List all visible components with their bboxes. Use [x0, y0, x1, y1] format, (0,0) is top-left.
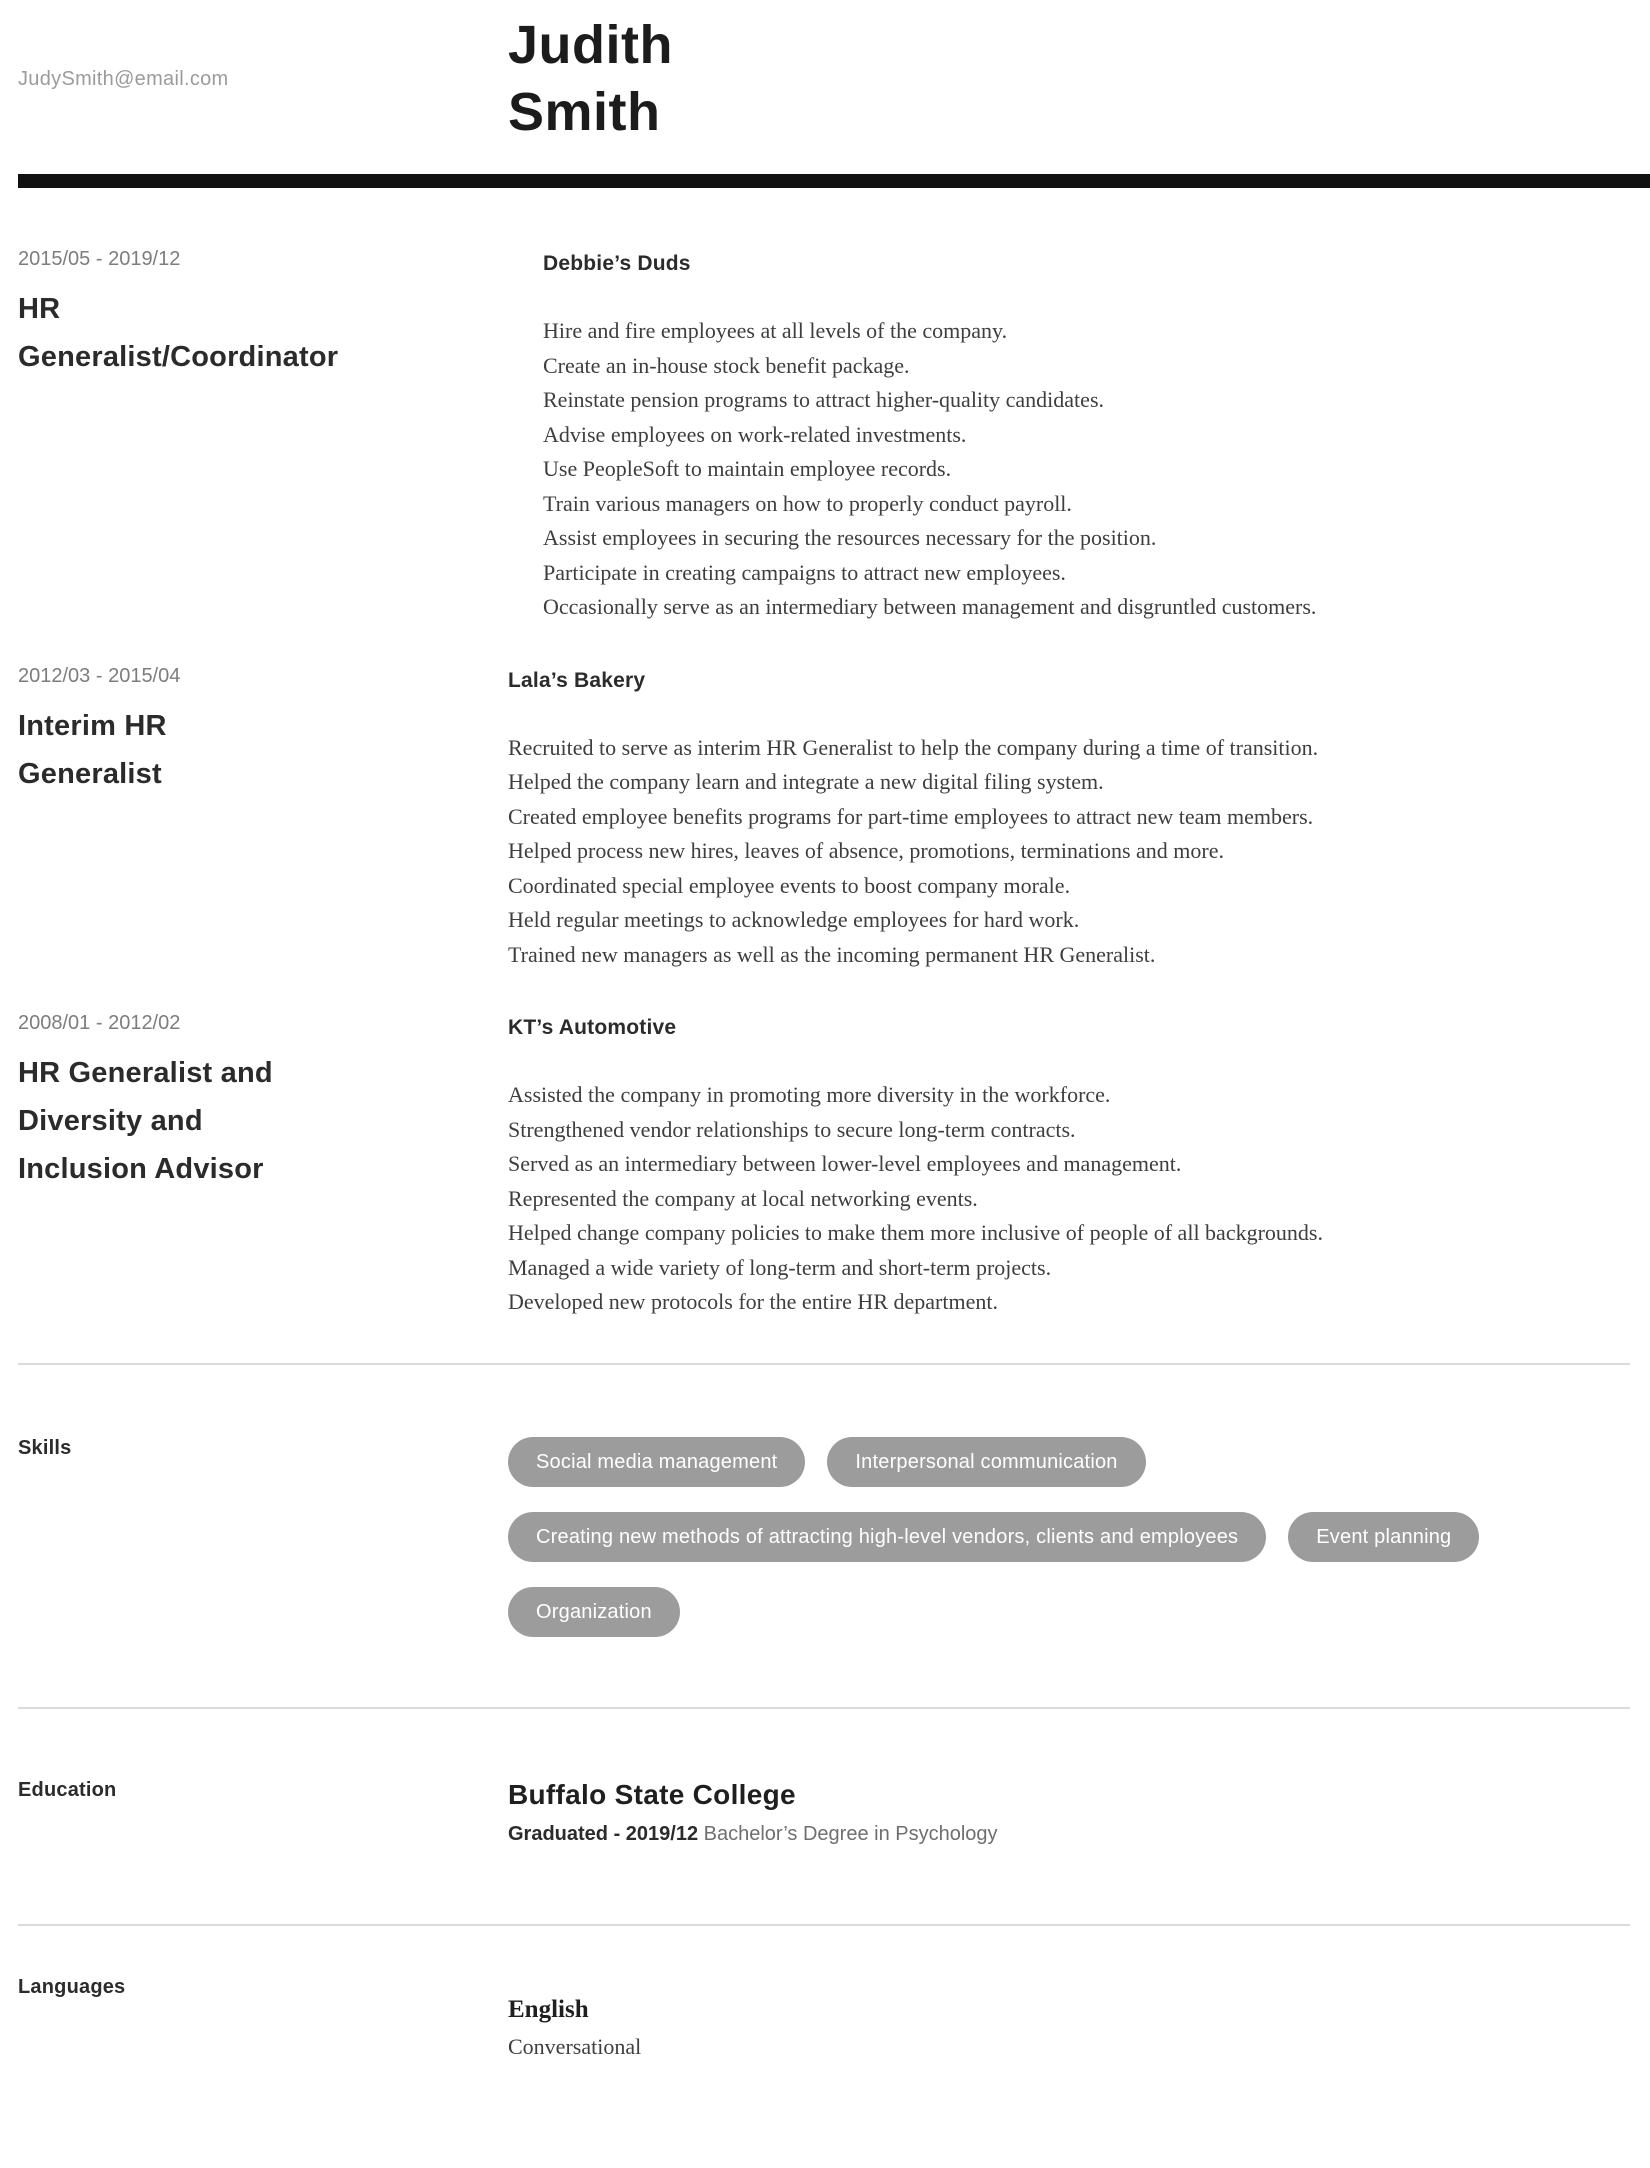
job-duty: Managed a wide variety of long-term and short-term projects. — [508, 1254, 1052, 1280]
experience-meta — [18, 665, 508, 973]
job-dates: 2008/01 - 2012/02 — [18, 1012, 181, 1034]
resume-header — [0, 0, 1650, 174]
skill-pill: Social media management — [508, 1437, 805, 1487]
job-dates: 2012/03 - 2015/04 — [18, 664, 181, 687]
job-duties-list — [508, 1078, 1620, 1320]
candidate-name — [508, 12, 673, 146]
company-name: Debbie’s Duds — [543, 252, 691, 275]
email-text: JudySmith@email.com — [18, 68, 229, 90]
job-duty: Reinstate pension programs to attract higher-quality candidates. — [543, 387, 1104, 412]
job-duty: Trained new managers as well as the incoming permanent HR Generalist. — [508, 941, 1156, 967]
experience-meta — [18, 248, 508, 625]
language-name: English — [508, 1995, 589, 2023]
company-name: Lala’s Bakery — [508, 668, 646, 692]
graduation-line — [508, 1823, 1620, 1846]
experience-entry-3 — [0, 1012, 1650, 1320]
candidate-last-name: Smith — [508, 82, 661, 142]
skill-pill: Interpersonal communication — [827, 1437, 1145, 1487]
experience-details — [508, 248, 1620, 625]
job-duty: Assisted the company in promoting more diversity in the workforce. — [508, 1082, 1111, 1107]
job-duty: Coordinated special employee events to boost company morale. — [508, 872, 1071, 898]
job-duties-list — [508, 731, 1620, 973]
experience-entry-2 — [0, 665, 1650, 973]
company-name: KT’s Automotive — [508, 1016, 677, 1039]
job-duty: Recruited to serve as interim HR Generalist to help the company during a time of transition. — [508, 734, 1319, 760]
skill-pill: Organization — [508, 1587, 680, 1637]
resume-body — [0, 188, 1650, 2120]
candidate-first-name: Judith — [508, 15, 673, 75]
skills-pill-list — [508, 1437, 1508, 1637]
skill-pill: Creating new methods of attracting high-level vendors, clients and employees — [508, 1512, 1266, 1562]
job-title: Interim HR Generalist — [18, 709, 167, 790]
header-divider-bar — [18, 174, 1650, 188]
skills-heading: Skills — [18, 1436, 72, 1459]
job-duty: Held regular meetings to acknowledge employees for hard work. — [508, 907, 1080, 932]
job-duty: Hire and fire employees at all levels of the company. — [543, 318, 1008, 343]
education-details — [508, 1779, 1620, 1846]
job-duty: Use PeopleSoft to maintain employee records. — [543, 456, 952, 481]
job-duty: Assist employees in securing the resources necessary for the position. — [543, 525, 1157, 550]
languages-heading: Languages — [18, 1975, 126, 1998]
education-heading: Education — [18, 1778, 117, 1801]
job-title: HR Generalist and Diversity and Inclusion Advisor — [18, 1057, 273, 1185]
job-duty: Advise employees on work-related investments. — [543, 421, 967, 447]
skill-pill: Event planning — [1288, 1512, 1479, 1562]
language-details — [508, 1976, 1620, 2060]
job-duty: Helped process new hires, leaves of absence, promotions, terminations and more. — [508, 838, 1225, 863]
experience-entry-1 — [0, 248, 1650, 625]
job-duties-list — [543, 314, 1620, 625]
job-duty: Created employee benefits programs for part-time employees to attract new team members. — [508, 803, 1314, 829]
job-duty: Occasionally serve as an intermediary between management and disgruntled customers. — [543, 594, 1317, 619]
graduation-date: Graduated - 2019/12 — [508, 1822, 699, 1845]
job-duty: Developed new protocols for the entire HR department. — [508, 1289, 998, 1314]
job-duty: Train various managers on how to properly conduct payroll. — [543, 490, 1072, 516]
languages-section — [0, 1926, 1650, 2120]
job-duty: Represented the company at local networking events. — [508, 1185, 978, 1211]
language-level: Conversational — [508, 2033, 642, 2059]
job-duty: Participate in creating campaigns to attract new employees. — [543, 559, 1066, 585]
job-duty: Served as an intermediary between lower-level employees and management. — [508, 1151, 1182, 1176]
school-name: Buffalo State College — [508, 1778, 796, 1810]
education-section — [0, 1709, 1650, 1924]
degree-name: Bachelor’s Degree in Psychology — [703, 1822, 998, 1845]
job-duty: Create an in-house stock benefit package. — [543, 352, 910, 378]
experience-details — [508, 665, 1620, 973]
skills-section — [0, 1365, 1650, 1707]
job-duty: Helped the company learn and integrate a new digital filing system. — [508, 769, 1104, 794]
experience-meta — [18, 1012, 508, 1320]
job-dates: 2015/05 - 2019/12 — [18, 248, 181, 270]
job-title: HR Generalist/Coordinator — [18, 293, 339, 373]
job-duty: Helped change company policies to make them more inclusive of people of all backgrounds. — [508, 1220, 1323, 1245]
job-duty: Strengthened vendor relationships to secure long-term contracts. — [508, 1116, 1076, 1142]
experience-details — [508, 1012, 1620, 1320]
